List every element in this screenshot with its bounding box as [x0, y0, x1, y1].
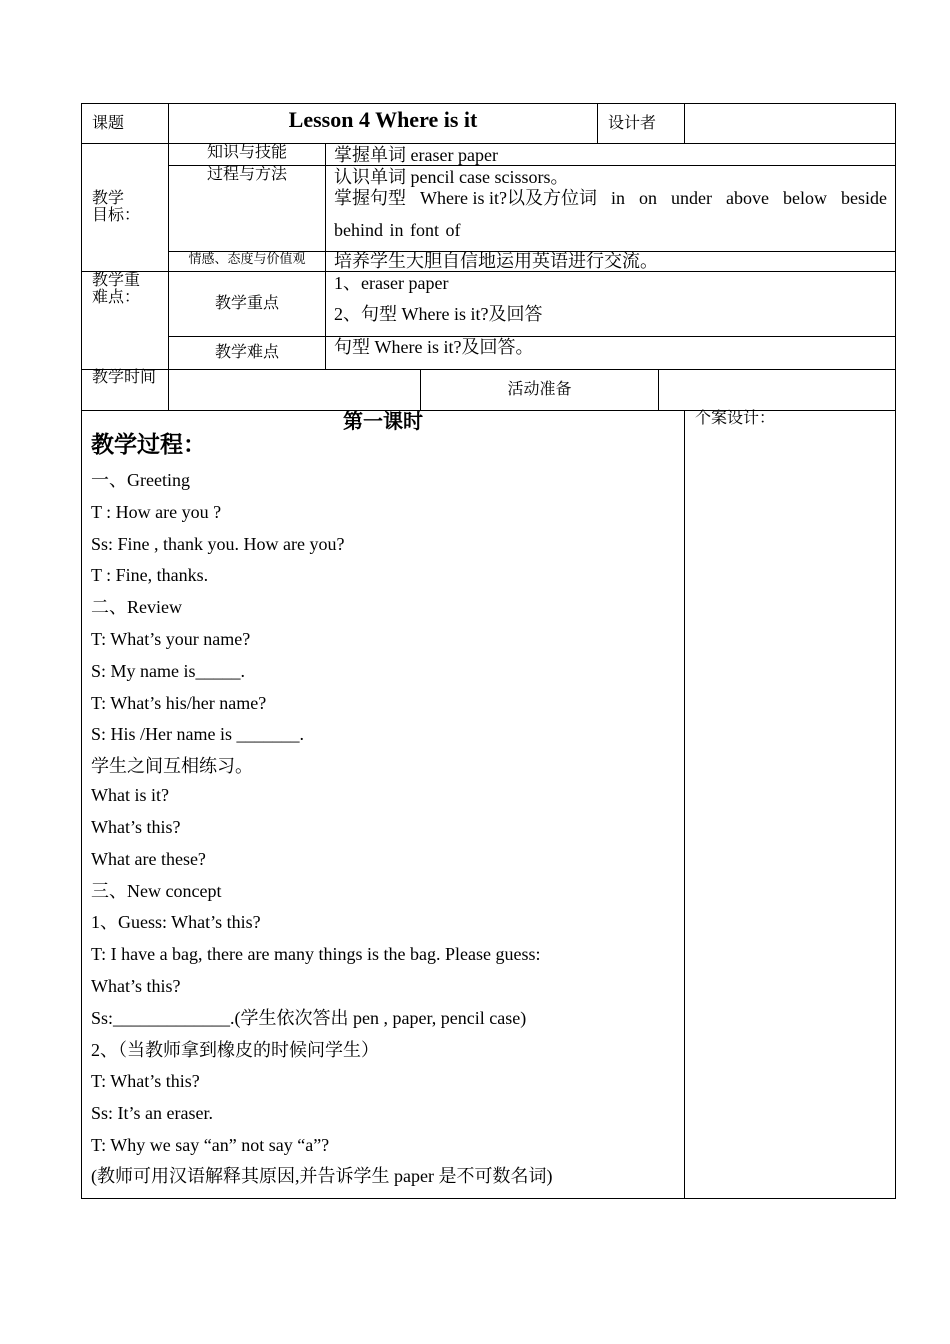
keypoints-label-line1: 教学重: [92, 272, 141, 289]
process-line: 1、Guess: What’s this?: [91, 912, 261, 933]
prep-label: 活动准备: [507, 381, 572, 398]
process-line: 二、Review: [91, 597, 182, 618]
lesson-title: Lesson 4 Where is it: [288, 107, 478, 132]
process-line: 2、（当教师拿到橡皮的时候问学生）: [91, 1039, 379, 1060]
process-line2-word: on: [638, 188, 657, 208]
process-line: Ss:_____________.(学生依次答出 pen , paper, pencil case): [91, 1007, 527, 1028]
process-line: S: His /Her name is _______.: [91, 724, 304, 745]
process-line: 三、New concept: [91, 880, 222, 901]
process-line: T : How are you ?: [91, 501, 222, 522]
process-line2-word: in: [610, 188, 625, 208]
topic-label: 课题: [92, 115, 125, 132]
lesson-heading: 第一课时: [343, 411, 423, 433]
process-line: T : Fine, thanks.: [91, 565, 209, 586]
process-line: S: My name is_____.: [91, 660, 246, 681]
emotion-label: 情感、态度与价值观: [188, 251, 306, 266]
case-design-label: 个案设计：: [695, 410, 776, 427]
process-line: What is it?: [91, 785, 169, 806]
keypoints-label-line2: 难点：: [92, 289, 141, 306]
emotion-text: 培养学生大胆自信地运用英语进行交流。: [334, 251, 658, 271]
focus-line2: 2、句型 Where is it?及回答: [334, 304, 543, 324]
process-line: What’s this?: [91, 975, 181, 996]
process-line3: behind in font of: [334, 220, 461, 240]
process-line: T: I have a bag, there are many things is the bag. Please guess:: [91, 944, 541, 965]
process-line2-word: under: [670, 188, 712, 208]
process-line: T: Why we say “an” not say “a”?: [91, 1134, 330, 1155]
process-line: Ss: It’s an eraser.: [91, 1103, 213, 1124]
focus-label: 教学重点: [214, 295, 279, 312]
process-line2-word: Where is it?以及方位词: [420, 188, 597, 208]
process-line2-word: beside: [840, 188, 887, 208]
process-line: 一、Greeting: [91, 470, 190, 490]
process-heading: 教学过程：: [91, 432, 206, 457]
focus-line1: 1、eraser paper: [334, 273, 449, 293]
time-label: 教学时间: [92, 369, 157, 386]
process-line: 学生之间互相练习。: [91, 756, 253, 777]
process-line: What’s this?: [91, 816, 181, 837]
process-line2: [334, 188, 887, 209]
process-line: T: What’s this?: [91, 1071, 200, 1092]
process-line2-word: above: [725, 188, 769, 208]
objectives-label-line1: 教学: [92, 190, 125, 207]
difficulty-text: 句型 Where is it?及回答。: [334, 337, 534, 357]
objectives-label-line2: 目标：: [92, 207, 141, 224]
designer-label: 设计者: [608, 115, 657, 132]
process-line2-word: 掌握句型: [334, 188, 406, 208]
process-line: What are these?: [91, 848, 206, 869]
process-body: [91, 468, 681, 1196]
process-label: 过程与方法: [206, 166, 287, 183]
process-line: T: What’s your name?: [91, 628, 251, 649]
process-line: (教师可用汉语解释其原因,并告诉学生 paper 是不可数名词): [91, 1165, 553, 1186]
knowledge-text: 掌握单词 eraser paper: [334, 145, 498, 165]
knowledge-label: 知识与技能: [206, 144, 287, 161]
process-line: T: What’s his/her name?: [91, 692, 267, 713]
process-line: Ss: Fine , thank you. How are you?: [91, 533, 345, 554]
process-line2-word: below: [782, 188, 827, 208]
process-line1: 认识单词 pencil case scissors。: [334, 167, 569, 187]
difficulty-label: 教学难点: [214, 344, 279, 361]
